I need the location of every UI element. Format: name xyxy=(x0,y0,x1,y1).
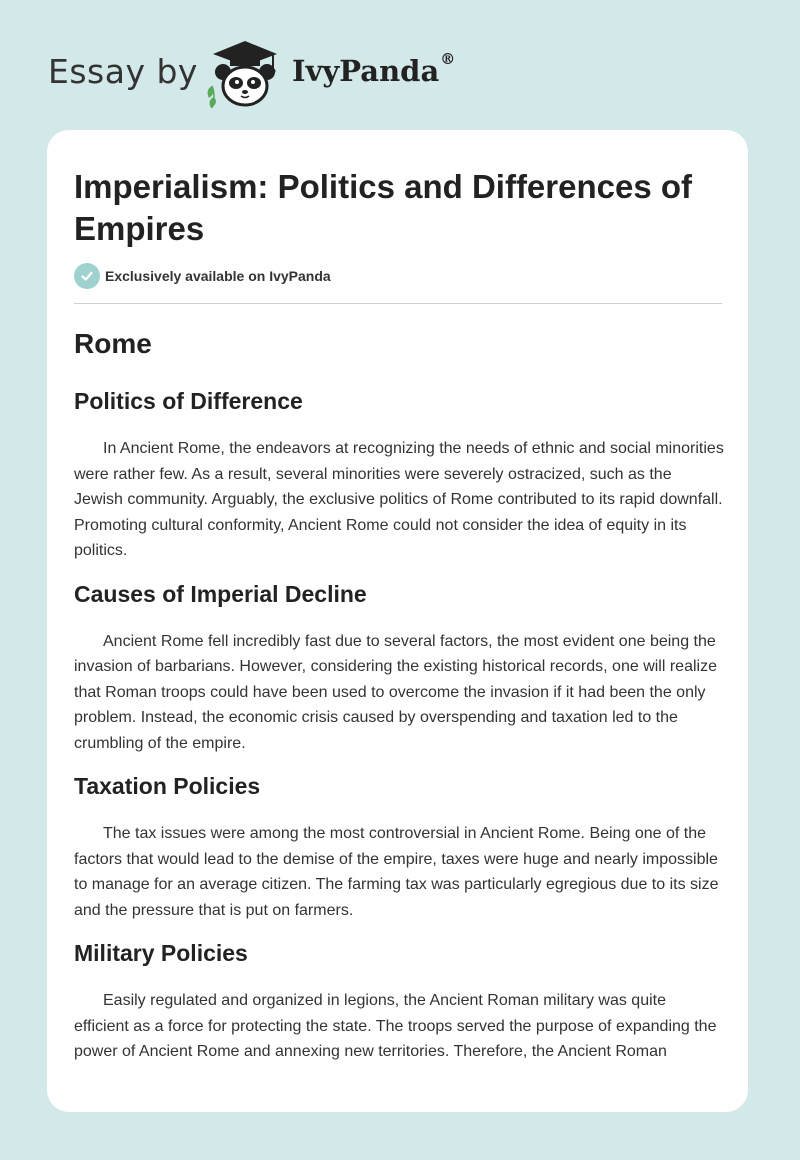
subsection-paragraph: Easily regulated and organized in legions, the Ancient Roman military was quite efficient as a force for protecting the state. The troops served the purpose of expanding the power of Ancient Rome and annexing new territories. Therefore, the Ancient Roman xyxy=(74,992,717,1060)
subsection-paragraph: In Ancient Rome, the endeavors at recognizing the needs of ethnic and social minorities were rather few. As a result, several minorities were severely ostracized, such as the Jewish community. Arguably, the exclusive politics of Rome contributed to its rapid downfall. Promoting cultural conformity, Ancient Rome could not consider the idea of equity in its politics. xyxy=(74,440,724,559)
essay-by-label: Essay by xyxy=(48,52,198,91)
check-icon xyxy=(74,263,100,289)
essay-title: Imperialism: Politics and Differences of Empires xyxy=(74,168,693,247)
brand-name[interactable] xyxy=(292,50,456,88)
brand-text: IvyPanda xyxy=(292,54,440,88)
site-header xyxy=(48,30,648,110)
subsection-paragraph: The tax issues were among the most controversial in Ancient Rome. Being one of the factors that would lead to the demise of the empire, taxes were huge and nearly impossible to manage for an average citizen. The farming tax was particularly egregious due to its size and the pressure that is put on farmers. xyxy=(74,825,719,919)
exclusive-badge xyxy=(74,263,331,289)
section-heading: Rome xyxy=(74,328,152,359)
registered-mark: ® xyxy=(440,50,456,68)
subsection-heading: Military Policies xyxy=(74,940,248,966)
title-divider xyxy=(74,303,722,304)
subsection-paragraph: Ancient Rome fell incredibly fast due to several factors, the most evident one being the invasion of barbarians. However, considering the existing historical records, one will realize that Roman troops could have been used to overcome the invasion if it had been the only problem. Instead, the economic crisis caused by overspending and taxation led to the crumbling of the empire. xyxy=(74,632,717,752)
subsection-heading: Taxation Policies xyxy=(74,773,261,799)
essay-content xyxy=(74,326,724,1065)
panda-graduate-logo-icon[interactable] xyxy=(203,36,283,110)
subsection-heading: Politics of Difference xyxy=(74,388,303,414)
exclusive-label: Exclusively available on IvyPanda xyxy=(105,268,331,284)
subsection-heading: Causes of Imperial Decline xyxy=(74,580,367,607)
essay-card xyxy=(47,130,748,1112)
